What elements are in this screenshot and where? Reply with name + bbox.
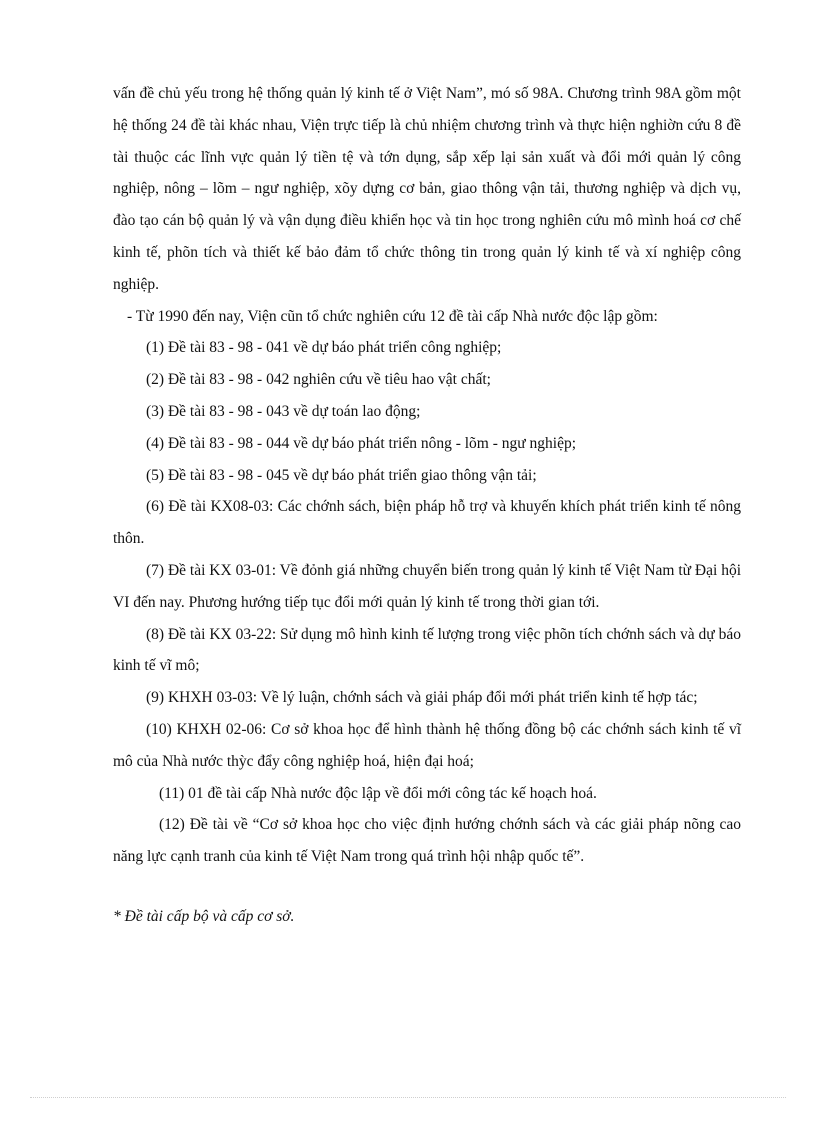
project-item-9: (9) KHXH 03-03: Về lý luận, chớnh sách và giải pháp đổi mới phát triển kinh tế hợp tác;	[146, 689, 698, 707]
project-item-7: (7) Đề tài KX 03-01: Về đỏnh giá những chuyển biến trong quản lý kinh tế Việt Nam từ Đại hội VI đến nay. Phương hướng tiếp tục đổi mới quản lý kinh tế trong thời gian tới.	[113, 561, 741, 611]
project-item-5: (5) Đề tài 83 - 98 - 045 về dự báo phát triển giao thông vận tải;	[146, 466, 537, 484]
project-item-12: (12) Đề tài về “Cơ sở khoa học cho việc định hướng chớnh sách và các giải pháp nõng cao năng lực cạnh tranh của kinh tế Việt Nam trong quá trình hội nhập quốc tế”.	[113, 816, 741, 866]
section-heading-note: * Đề tài cấp bộ và cấp cơ sở.	[113, 907, 295, 925]
page-bottom-divider	[30, 1097, 786, 1098]
project-item-3: (3) Đề tài 83 - 98 - 043 về dự toán lao động;	[146, 402, 421, 420]
document-body	[113, 78, 741, 933]
project-item-4: (4) Đề tài 83 - 98 - 044 về dự báo phát triển nông - lõm - ngư nghiệp;	[146, 434, 577, 452]
project-item-6: (6) Đề tài KX08-03: Các chớnh sách, biện pháp hỗ trợ và khuyến khích phát triển kinh tế nông thôn.	[113, 498, 741, 548]
project-item-11: (11) 01 đề tài cấp Nhà nước độc lập về đổi mới công tác kế hoạch hoá.	[159, 784, 597, 802]
project-item-2: (2) Đề tài 83 - 98 - 042 nghiên cứu về tiêu hao vật chất;	[146, 371, 491, 389]
project-item-10: (10) KHXH 02-06: Cơ sở khoa học để hình thành hệ thống đồng bộ các chớnh sách kinh tế vĩ mô của Nhà nước thỳc đẩy công nghiệp hoá, hiện đại hoá;	[113, 720, 741, 770]
project-list-intro: - Từ 1990 đến nay, Viện cũn tổ chức nghiên cứu 12 đề tài cấp Nhà nước độc lập gồm:	[127, 307, 658, 325]
project-item-8: (8) Đề tài KX 03-22: Sử dụng mô hình kinh tế lượng trong việc phõn tích chớnh sách và dự báo kinh tế vĩ mô;	[113, 625, 741, 675]
intro-paragraph: vấn đề chủ yếu trong hệ thống quản lý kinh tế ở Việt Nam”, mó số 98A. Chương trình 98A gồm một hệ thống 24 đề tài khác nhau, Viện trực tiếp là chủ nhiệm chương trình và thực hiện nghiờn cứu 8 đề tài thuộc các lĩnh vực quản lý tiền tệ và tớn dụng, sắp xếp lại sản xuất và đổi mới quản lý công nghiệp, nông – lõm – ngư nghiệp, xõy dựng cơ bản, giao thông vận tải, thương nghiệp và dịch vụ, đào tạo cán bộ quản lý và vận dụng điều khiển học và tin học trong nghiên cứu mô mình hoá cơ chế kinh tế, phõn tích và thiết kế bảo đảm tổ chức thông tin trong quản lý kinh tế và xí nghiệp công nghiệp.	[113, 85, 741, 293]
project-item-1: (1) Đề tài 83 - 98 - 041 về dự báo phát triển công nghiệp;	[146, 339, 502, 357]
